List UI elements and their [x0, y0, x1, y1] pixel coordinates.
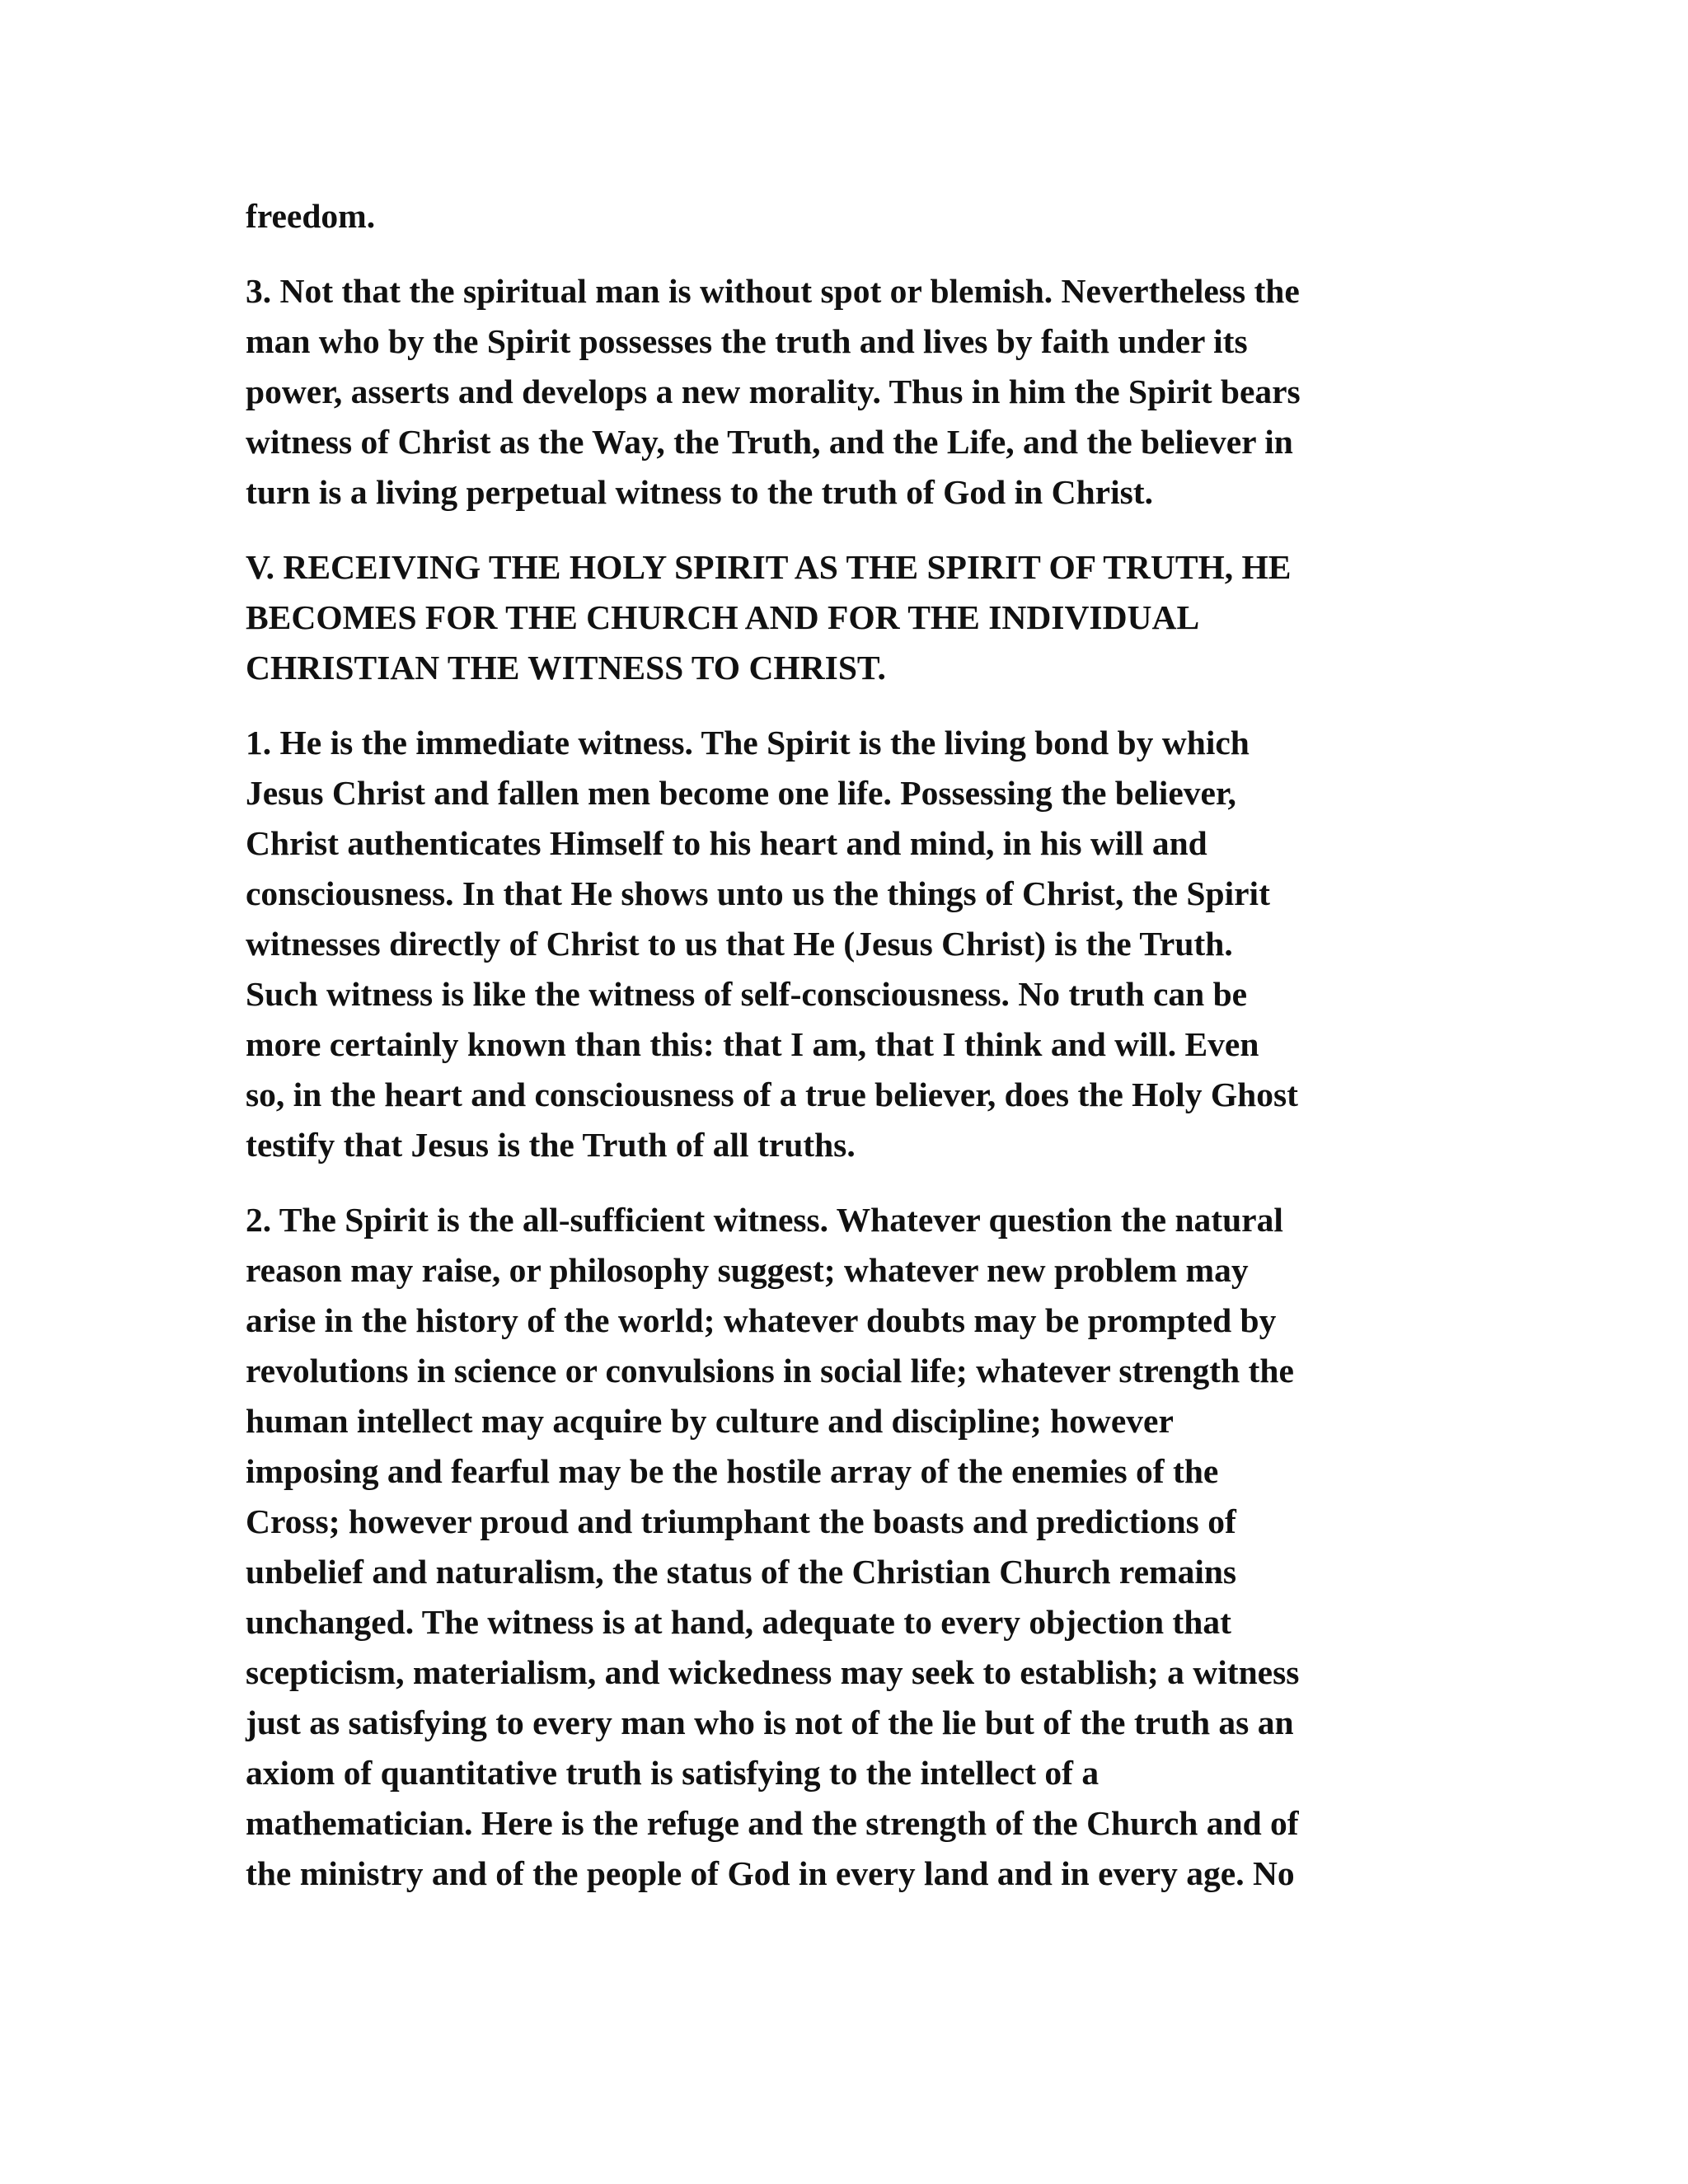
text-line: axiom of quantitative truth is satisfying to the intellect of a — [246, 1754, 1100, 1792]
section-v-heading — [246, 542, 1449, 693]
text-line: mathematician. Here is the refuge and the strength of the Church and of — [246, 1804, 1299, 1842]
heading-line: CHRISTIAN THE WITNESS TO CHRIST. — [246, 649, 886, 687]
heading-line: BECOMES FOR THE CHURCH AND FOR THE INDIVIDUAL — [246, 598, 1200, 636]
text-line: 1. He is the immediate witness. The Spirit is the living bond by which — [246, 724, 1250, 762]
text-line: testify that Jesus is the Truth of all truths. — [246, 1126, 856, 1164]
text-line: man who by the Spirit possesses the truth and lives by faith under its — [246, 322, 1248, 360]
text-line: Jesus Christ and fallen men become one life. Possessing the believer, — [246, 774, 1236, 812]
text-line: Such witness is like the witness of self-consciousness. No truth can be — [246, 975, 1248, 1013]
heading-line: V. RECEIVING THE HOLY SPIRIT AS THE SPIRIT OF TRUTH, HE — [246, 548, 1292, 586]
text-line: unchanged. The witness is at hand, adequate to every objection that — [246, 1603, 1231, 1641]
text-line: unbelief and naturalism, the status of the Christian Church remains — [246, 1553, 1237, 1591]
text-line: scepticism, materialism, and wickedness may seek to establish; a witness — [246, 1653, 1300, 1691]
text-line: more certainly known than this: that I am, that I think and will. Even — [246, 1025, 1259, 1063]
text-line: revolutions in science or convulsions in social life; whatever strength the — [246, 1352, 1294, 1390]
text-line: Christ authenticates Himself to his heart and mind, in his will and — [246, 824, 1207, 862]
text-line: Cross; however proud and triumphant the boasts and predictions of — [246, 1502, 1236, 1540]
paragraph-point-2 — [246, 1195, 1449, 1899]
text-line: consciousness. In that He shows unto us the things of Christ, the Spirit — [246, 874, 1270, 912]
text-line: the ministry and of the people of God in every land and in every age. No — [246, 1854, 1295, 1892]
text-line: turn is a living perpetual witness to the truth of God in Christ. — [246, 473, 1153, 511]
text-line: imposing and fearful may be the hostile array of the enemies of the — [246, 1452, 1219, 1490]
paragraph-point-1 — [246, 718, 1449, 1170]
text-line: witnesses directly of Christ to us that He (Jesus Christ) is the Truth. — [246, 925, 1233, 963]
text-line: human intellect may acquire by culture and discipline; however — [246, 1402, 1174, 1440]
paragraph-freedom-fragment — [246, 191, 1449, 241]
text-line: just as satisfying to every man who is not of the lie but of the truth as an — [246, 1704, 1294, 1741]
document-page — [246, 191, 1449, 1924]
paragraph-point-3 — [246, 266, 1449, 518]
text-line: freedom. — [246, 197, 376, 235]
text-line: 2. The Spirit is the all-sufficient witness. Whatever question the natural — [246, 1201, 1283, 1239]
text-line: power, asserts and develops a new morality. Thus in him the Spirit bears — [246, 373, 1301, 410]
text-line: reason may raise, or philosophy suggest; whatever new problem may — [246, 1251, 1249, 1289]
text-line: so, in the heart and consciousness of a true believer, does the Holy Ghost — [246, 1076, 1298, 1113]
text-line: witness of Christ as the Way, the Truth, and the Life, and the believer in — [246, 423, 1293, 461]
text-line: arise in the history of the world; whatever doubts may be prompted by — [246, 1301, 1277, 1339]
text-line: 3. Not that the spiritual man is without spot or blemish. Nevertheless the — [246, 272, 1300, 310]
